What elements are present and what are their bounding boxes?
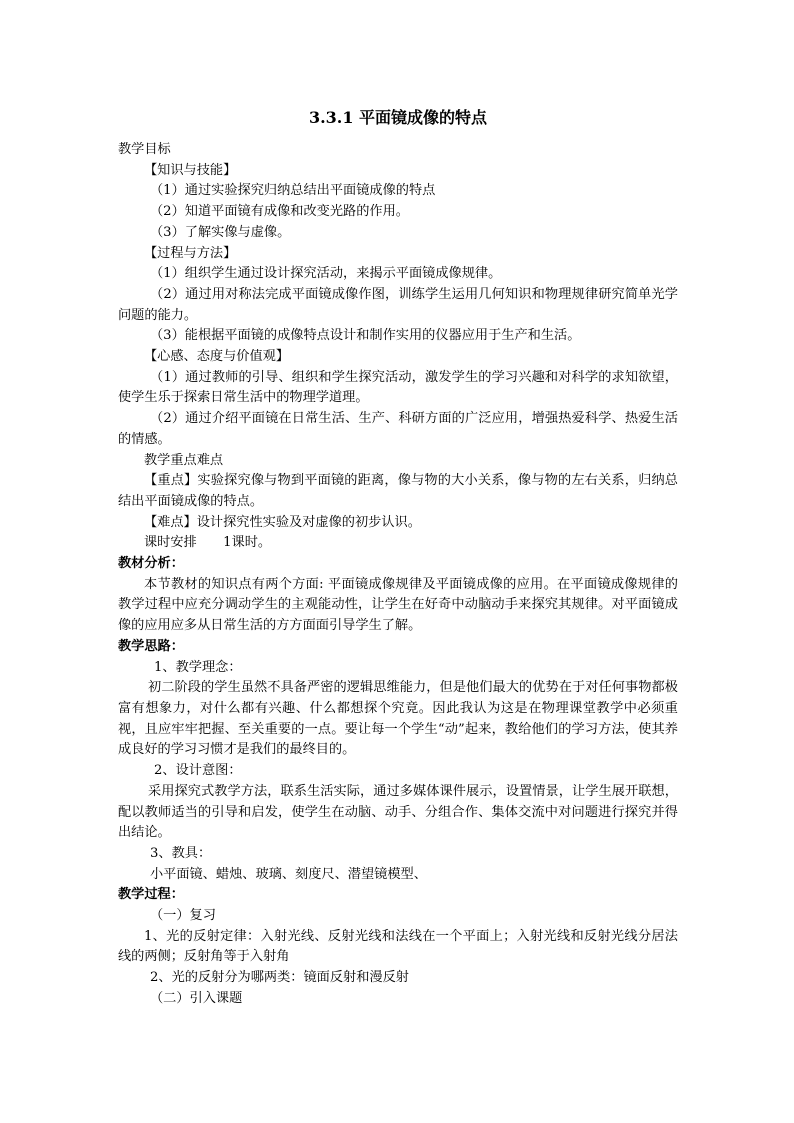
review-item: 1、光的反射定律：入射光线、反射光线和法线在一个平面上；入射光线和反射光线分居法线的两侧；反射角等于入射角 [118, 928, 678, 965]
key-difficulty-heading: 教学重点难点 [144, 452, 224, 468]
review-item: 2、光的反射分为哪两类：镜面反射和漫反射 [150, 970, 409, 986]
teaching-ideas-heading: 教学思路： [118, 638, 184, 654]
teaching-tools-heading: 3、教具： [150, 845, 212, 861]
difficulty-text: 【难点】设计探究性实验及对虚像的初步认识。 [144, 514, 421, 530]
emotion-item: （1）通过教师的引导、组织和学生探究活动，激发学生的学习兴趣和对科学的求知欲望，使学生乐于探索日常生活中的物理学道理。 [118, 369, 678, 406]
document-content [118, 108, 678, 1010]
knowledge-item: （2）知道平面镜有成像和改变光路的作用。 [150, 204, 409, 220]
document-title: 3.3.1 平面镜成像的特点 [308, 108, 488, 127]
process-item: （3）能根据平面镜的成像特点设计和制作实用的仪器应用于生产和生活。 [150, 328, 581, 344]
schedule-text: 课时安排 1课时。 [144, 535, 272, 551]
material-analysis-heading: 教材分析： [118, 556, 184, 572]
teaching-tools-text: 小平面镜、蜡烛、玻璃、刻度尺、潜望镜模型、 [150, 866, 427, 882]
emotion-values-heading: 【心感、态度与价值观】 [144, 349, 290, 365]
teaching-goals-heading: 教学目标 [118, 142, 171, 157]
emotion-item: （2）通过介绍平面镜在日常生活、生产、科研方面的广泛应用，增强热爱科学、热爱生活的情感。 [118, 411, 678, 447]
material-analysis-text: 本节教材的知识点有两个方面: 平面镜成像规律及平面镜成像的应用。在平面镜成像规律的教学过程中应充分调动学生的主观能动性，让学生在好奇中动脑动手来探究其规律。对平面镜成像的应用应多从日常生活的方方面面引导学生了解。 [118, 576, 678, 634]
knowledge-item: （3）了解实像与虚像。 [150, 224, 291, 240]
teaching-concept-heading: 1、教学理念： [154, 659, 242, 675]
process-method-heading: 【过程与方法】 [144, 245, 237, 261]
teaching-concept-text: 初二阶段的学生虽然不具备严密的逻辑思维能力，但是他们最大的优势在于对任何事物都极富有想象力，对什么都有兴趣、什么都想探个究竟。因此我认为这是在物理课堂教学中必须重视，且应牢牢把握、至关重要的一点。要让每一个学生“动”起来，教给他们的学习方法，使其养成良好的学习习惯才是我们的最终目的。 [118, 680, 678, 758]
knowledge-item: （1）通过实验探究归纳总结出平面镜成像的特点 [150, 183, 436, 199]
teaching-process-heading: 教学过程： [118, 887, 184, 903]
process-item: （1）组织学生通过设计探究活动，来揭示平面镜成像规律。 [150, 266, 502, 282]
design-intent-text: 采用探究式教学方法，联系生活实际，通过多媒体课件展示，设置情景，让学生展开联想，配以教师适当的引导和启发，使学生在动脑、动手、分组合作、集体交流中对问题进行探究并得出结论。 [118, 783, 678, 841]
review-heading: （一）复习 [150, 908, 216, 924]
intro-heading: （二）引入课题 [150, 990, 243, 1006]
key-point-text: 【重点】实验探究像与物到平面镜的距离，像与物的大小关系，像与物的左右关系，归纳总结出平面镜成像的特点。 [118, 473, 678, 509]
process-item: （2）通过用对称法完成平面镜成像作图，训练学生运用几何知识和物理规律研究简单光学问题的能力。 [118, 286, 678, 323]
knowledge-skills-heading: 【知识与技能】 [144, 162, 237, 178]
design-intent-heading: 2、设计意图： [154, 763, 242, 779]
